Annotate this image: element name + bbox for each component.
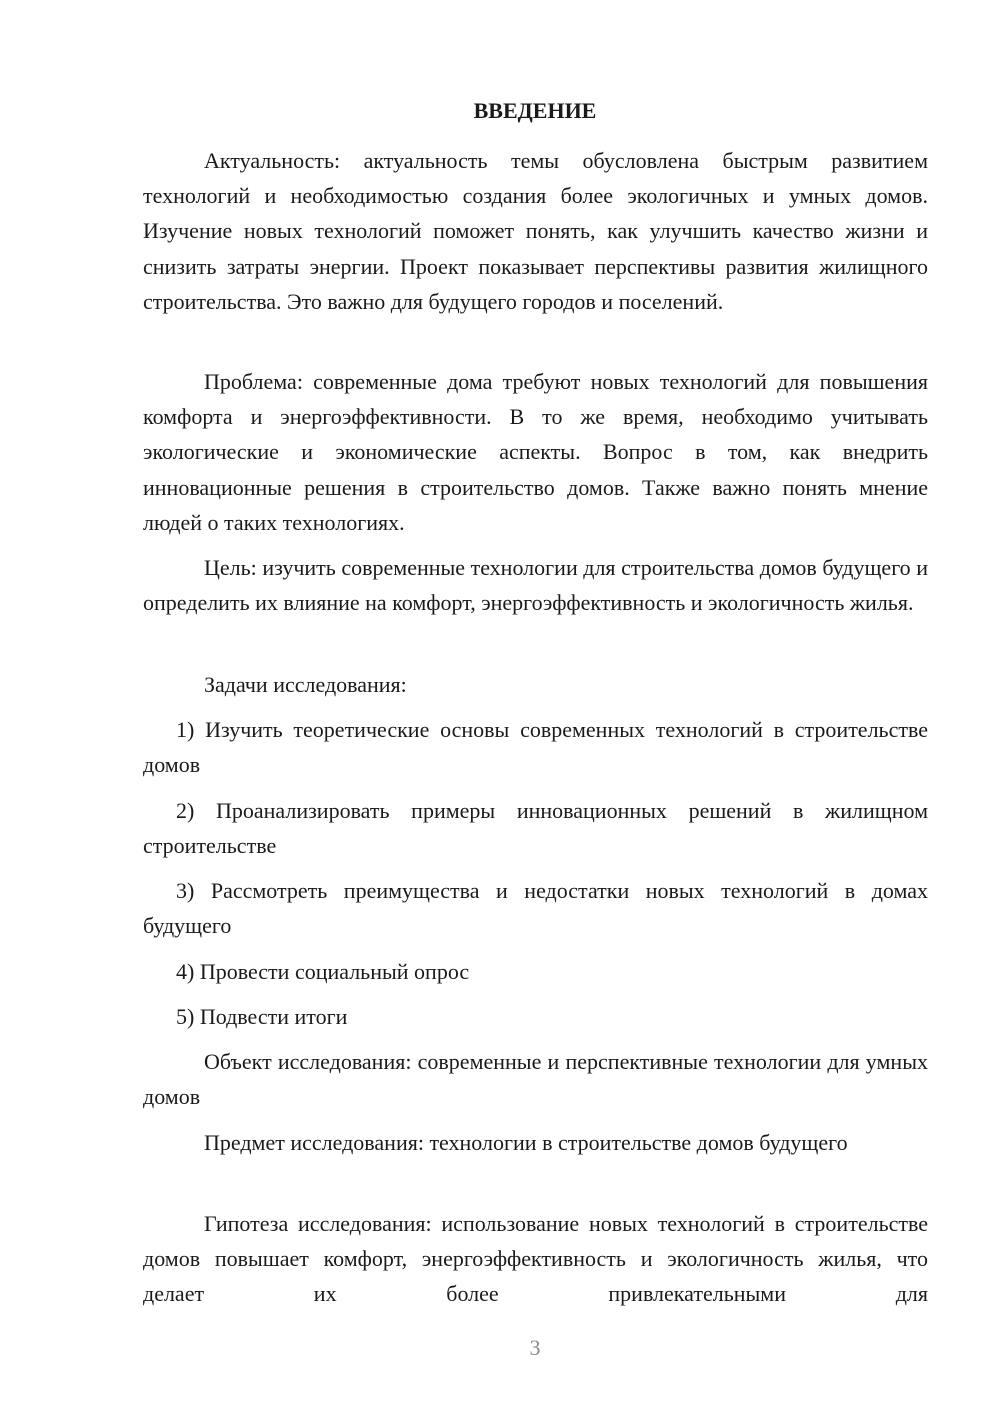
paragraph-tasks-heading: Задачи исследования: bbox=[204, 672, 407, 697]
task-item-5: 5) Подвести итоги bbox=[176, 1004, 348, 1029]
page-number: 3 bbox=[529, 1335, 541, 1360]
section-title: ВВЕДЕНИЕ bbox=[473, 98, 597, 123]
task-item-3: 3) Рассмотреть преимущества и недостатки новых технологий в домах будущего bbox=[143, 878, 928, 939]
paragraph-subject: Предмет исследования: технологии в строительстве домов будущего bbox=[204, 1130, 848, 1155]
paragraph-object: Объект исследования: современные и перспективные технологии для умных домов bbox=[143, 1049, 928, 1110]
task-item-4: 4) Провести социальный опрос bbox=[176, 959, 470, 984]
paragraph-problem: Проблема: современные дома требуют новых технологий для повышения комфорта и энергоэффективности. В то же время, необходимо учитывать экологические и экономические аспекты. Вопрос в том, как внедрить инновационные решения в строительство домов. Также важно понять мнение людей о таких технологиях. bbox=[143, 369, 928, 535]
paragraph-goal: Цель: изучить современные технологии для строительства домов будущего и определить их влияние на комфорт, энергоэффективность и экологичность жилья. bbox=[143, 555, 928, 616]
task-item-1: 1) Изучить теоретические основы современных технологий в строительстве домов bbox=[143, 717, 928, 778]
paragraph-relevance: Актуальность: актуальность темы обусловлена быстрым развитием технологий и необходимостью создания более экологичных и умных домов. Изучение новых технологий поможет понять, как улучшить качество жизни и снизить затраты энергии. Проект показывает перспективы развития жилищного строительства. Это важно для будущего городов и поселений. bbox=[143, 148, 928, 314]
task-item-2: 2) Проанализировать примеры инновационных решений в жилищном строительстве bbox=[143, 798, 928, 859]
paragraph-hypothesis: Гипотеза исследования: использование новых технологий в строительстве домов повышает комфорт, энергоэффективность и экологичность жилья, что делает их более привлекательными для bbox=[143, 1211, 928, 1307]
